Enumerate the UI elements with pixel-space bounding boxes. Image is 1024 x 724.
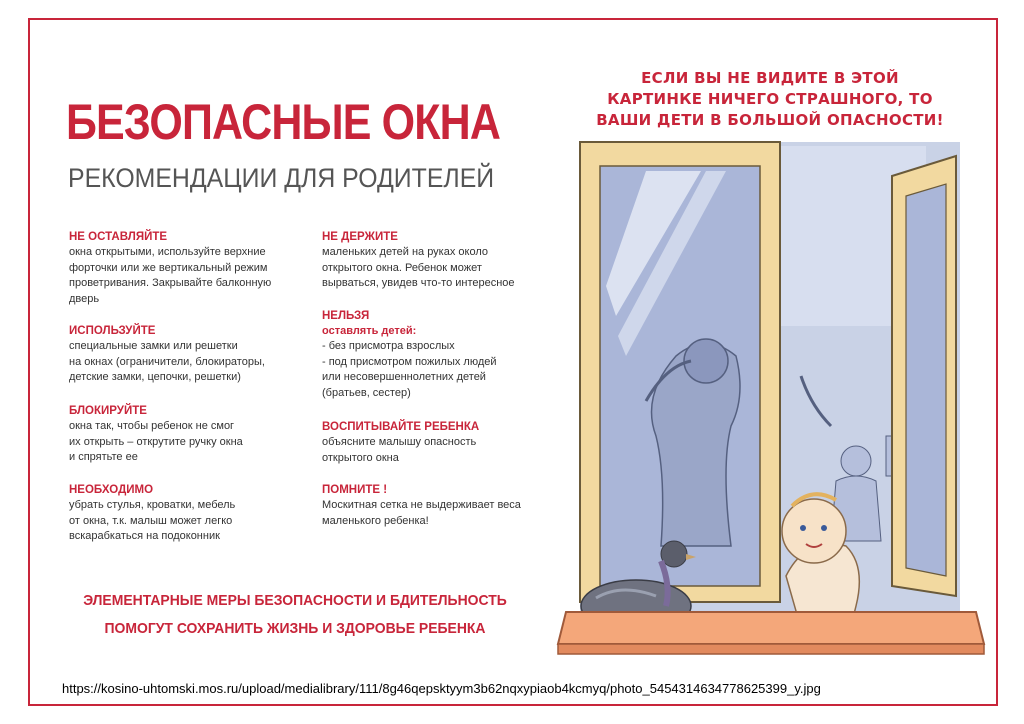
tip-line: - под присмотром пожилых людей: [322, 355, 497, 368]
warning-line: ЕСЛИ ВЫ НЕ ВИДИТЕ В ЭТОЙ: [641, 69, 899, 87]
tip-body: [322, 245, 562, 292]
tip-body: [69, 245, 309, 307]
tip-line: вскарабкаться на подоконник: [69, 530, 220, 542]
tip-line: Москитная сетка не выдерживает веса: [322, 499, 521, 511]
tip-line: окна открытыми, используйте верхние: [69, 246, 266, 258]
source-url: https://kosino-uhtomski.mos.ru/upload/medialibrary/111/8g46qepsktyym3b62nqxypiaob4kcmyq/photo_5454314634778625399_y.jpg: [62, 681, 821, 696]
tip-use-locks: [69, 323, 309, 386]
tip-line: и спрятьте ее: [69, 451, 138, 463]
tip-body: [69, 419, 309, 466]
tip-line: убрать стулья, кроватки, мебель: [69, 499, 236, 511]
warning-text: [580, 68, 960, 131]
tip-heading: ПОМНИТЕ !: [322, 484, 388, 496]
tip-line: форточки или же вертикальный режим: [69, 261, 268, 274]
tip-line: открытого окна. Ребенок может: [322, 261, 482, 274]
tip-heading: НЕ ДЕРЖИТЕ: [322, 231, 398, 243]
tip-line: вырваться, увидев что-то интересное: [322, 277, 515, 289]
tip-heading: ВОСПИТЫВАЙТЕ РЕБЕНКА: [322, 421, 480, 433]
tip-heading: НЕОБХОДИМО: [69, 484, 154, 496]
tip-body: [322, 498, 562, 529]
tip-line: объясните малышу опасность: [322, 436, 477, 448]
bottom-message-line: ЭЛЕМЕНТАРНЫЕ МЕРЫ БЕЗОПАСНОСТИ И БДИТЕЛЬНОСТЬ: [83, 592, 507, 609]
tip-line: от окна, т.к. малыш может легко: [69, 514, 233, 527]
tip-block-windows: [69, 403, 309, 466]
poster-title: БЕЗОПАСНЫЕ ОКНА: [66, 94, 501, 150]
tip-heading: НЕЛЬЗЯ: [322, 310, 370, 322]
warning-line: ВАШИ ДЕТИ В БОЛЬШОЙ ОПАСНОСТИ!: [596, 111, 944, 129]
tip-remove-furniture: [69, 482, 309, 545]
tip-body: [69, 339, 309, 386]
window-illustration: [556, 136, 986, 666]
tip-line: - без присмотра взрослых: [322, 340, 455, 352]
tip-line: маленьких детей на руках около: [322, 246, 488, 258]
tip-body: [322, 435, 562, 466]
poster-subtitle: РЕКОМЕНДАЦИИ ДЛЯ РОДИТЕЛЕЙ: [68, 163, 495, 193]
tip-educate-child: [322, 419, 562, 466]
tip-line: специальные замки или решетки: [69, 340, 238, 352]
warning-line: КАРТИНКЕ НИЧЕГО СТРАШНОГО, ТО: [607, 90, 933, 108]
tip-heading: НЕ ОСТАВЛЯЙТЕ: [69, 231, 168, 243]
tip-forbidden: [322, 308, 562, 401]
tip-heading: БЛОКИРУЙТЕ: [69, 405, 147, 417]
tip-line: или несовершеннолетних детей: [322, 371, 486, 383]
tip-line: дверь: [69, 292, 100, 305]
tip-body: [69, 498, 309, 545]
tip-heading: ИСПОЛЬЗУЙТЕ: [69, 325, 156, 337]
tip-line: проветривания. Закрывайте балконную: [69, 277, 272, 289]
tip-line: на окнах (ограничители, блокираторы,: [69, 355, 265, 368]
tip-do-not-leave-open: [69, 229, 309, 307]
tip-line: окна так, чтобы ребенок не смог: [69, 420, 235, 432]
tip-do-not-hold: [322, 229, 562, 292]
tip-line: (братьев, сестер): [322, 386, 411, 399]
tip-line: детские замки, цепочки, решетки): [69, 371, 241, 383]
bottom-message-line: ПОМОГУТ СОХРАНИТЬ ЖИЗНЬ И ЗДОРОВЬЕ РЕБЕНКА: [104, 620, 486, 637]
tip-subheading: оставлять детей:: [322, 325, 417, 337]
tip-line: их открыть – открутите ручку окна: [69, 435, 243, 448]
tip-body: [322, 339, 562, 401]
tip-remember: [322, 482, 562, 529]
tip-line: открытого окна: [322, 451, 399, 464]
right-window-sash: [892, 156, 956, 596]
tip-line: маленького ребенка!: [322, 514, 429, 527]
window-sill: [558, 612, 984, 654]
